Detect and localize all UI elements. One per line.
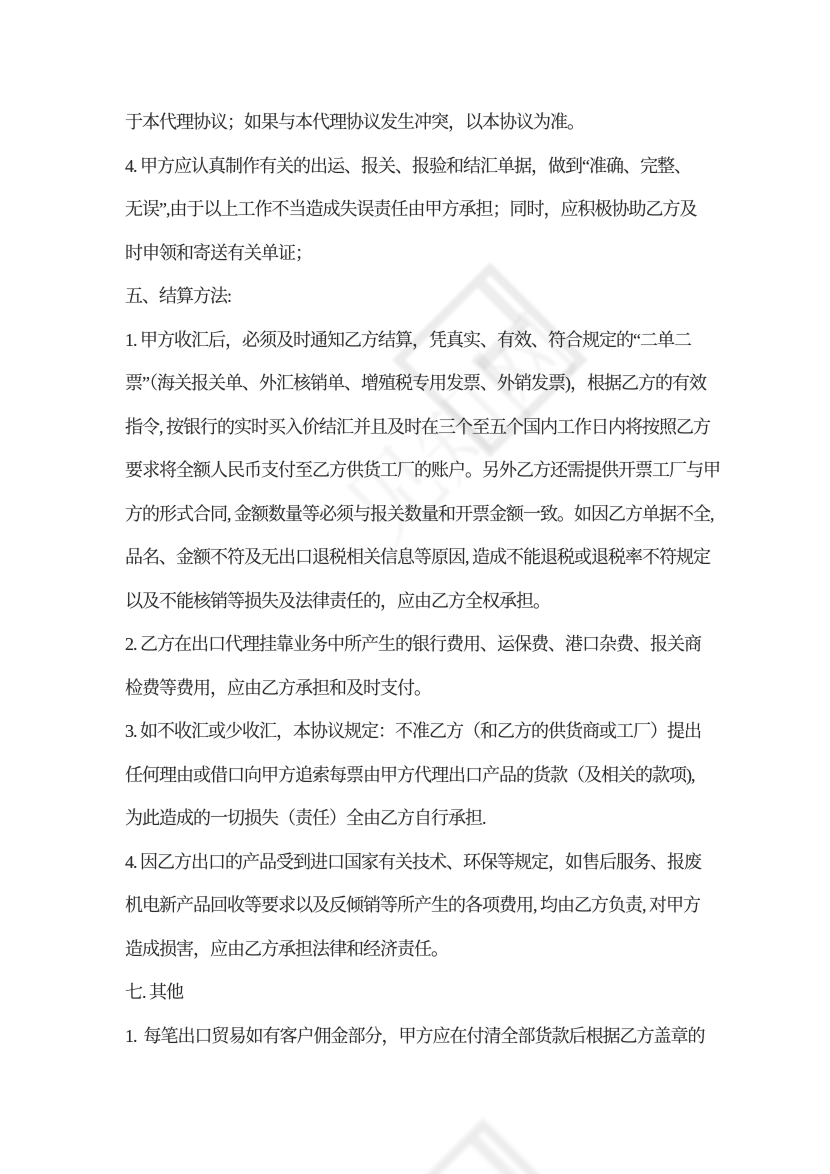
section-heading: 五、结算方法: [125,286,232,306]
text-line: 要求将全额人民币支付至乙方供货工厂的账户。另外乙方还需提供开票工厂与甲 [125,460,720,480]
text-line: 4. 甲方应认真制作有关的出运、报关、报验和结汇单据，做到“准确、完整、 [125,155,691,176]
text-line: 1. 每笔出口贸易如有客户佣金部分，甲方应在付清全部货款后根据乙方盖章的 [125,1025,705,1046]
text-line: 2. 乙方在出口代理挂靠业务中所产生的银行费用、运保费、港口杂费、报关商 [125,634,701,654]
text-line: 时申领和寄送有关单证； [125,242,312,263]
diamond-outline-icon [385,1118,580,1174]
text-line: 以及不能核销等损失及法律责任的，应由乙方全权承担。 [125,590,550,611]
text-line: 无误”,由于以上工作不当造成失误责任由甲方承担；同时，应积极协助乙方及 [125,199,697,219]
text-line: 品名、金额不符及无出口退税相关信息等原因, 造成不能退税或退税率不符规定 [125,547,710,567]
text-line: 3. 如不收汇或少收汇，本协议规定：不准乙方（和乙方的供货商或工厂）提出 [125,721,701,741]
section-heading: 七. 其他 [125,982,183,1002]
contract-text-block [125,101,815,1058]
text-line: 于本代理协议；如果与本代理协议发生冲突，以本协议为准。 [125,112,584,132]
text-line: 指令, 按银行的实时买入价结汇并且及时在三个至五个国内工作日内将按照乙方 [125,416,710,437]
text-line: 票”（海关报关单、外汇核销单、增殖税专用发票、外销发票)，根据乙方的有效 [125,373,706,393]
text-line: 方的形式合同, 金额数量等必须与报关数量和开票金额一致。如因乙方单据不全, [125,503,714,524]
text-line: 机电新产品回收等要求以及反倾销等所产生的各项费用, 均由乙方负责, 对甲方 [125,895,700,915]
text-line: 检费等费用，应由乙方承担和及时支付。 [125,677,431,698]
text-line: 1. 甲方收汇后，必须及时通知乙方结算，凭真实、有效、符合规定的“二单二 [125,329,691,350]
text-line: 造成损害，应由乙方承担法律和经济责任。 [125,938,448,959]
text-line: 4. 因乙方出口的产品受到进口国家有关技术、环保等规定，如售后服务、报废 [125,851,701,872]
text-line: 为此造成的一切损失（责任）全由乙方自行承担. [125,808,486,828]
chevron-glyph-icon [433,1136,524,1174]
text-line: 任何理由或借口向甲方追索每票由甲方代理出口产品的货款（及相关的款项), [125,764,695,785]
